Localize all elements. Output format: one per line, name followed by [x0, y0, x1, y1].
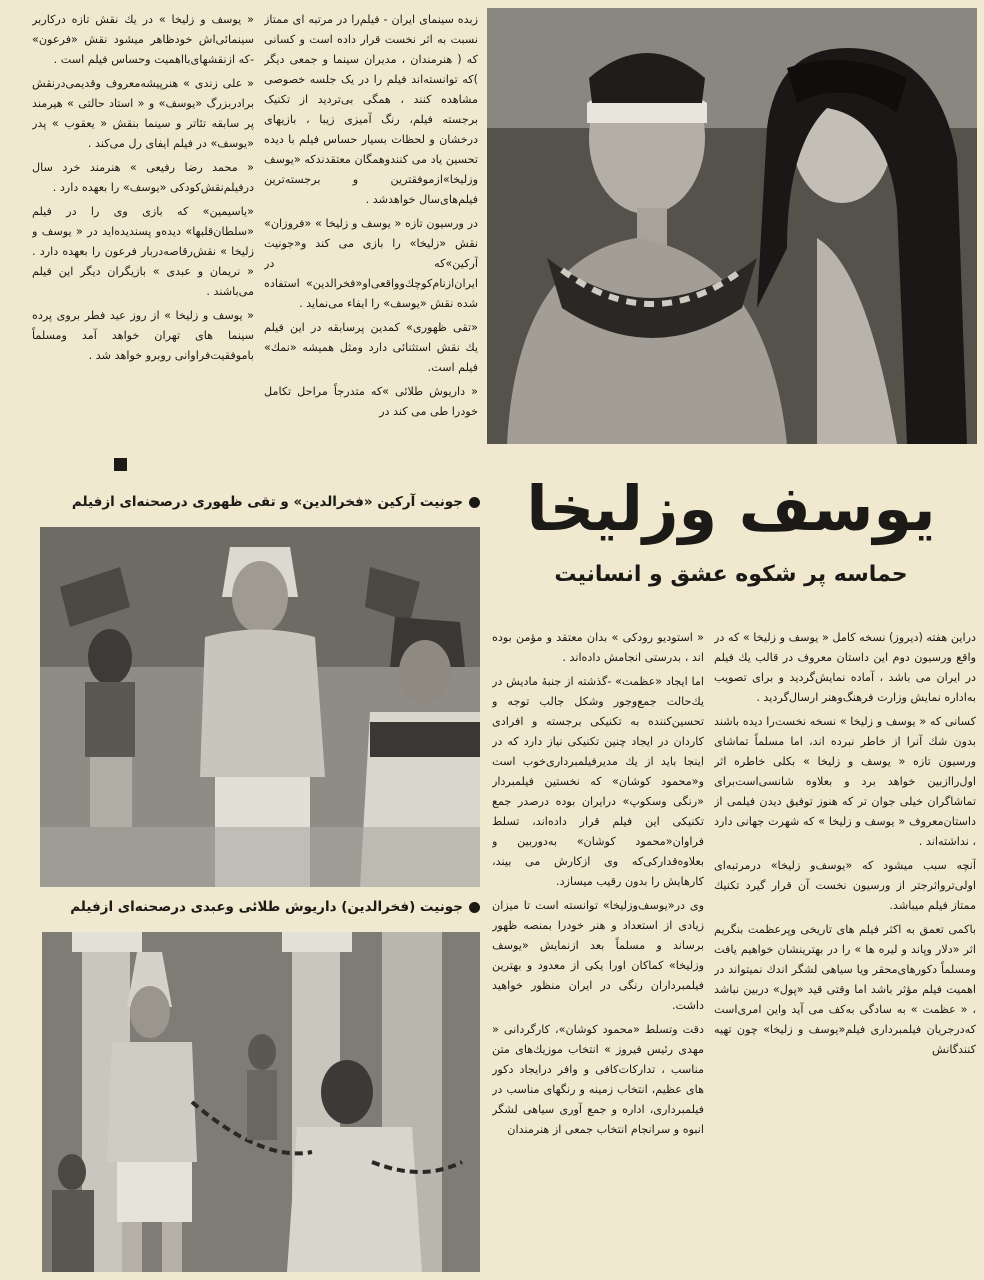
photo-court-illustration — [40, 527, 480, 887]
column-middle-right — [714, 628, 976, 1274]
paragraph: « علی زندی » هنرپیشه‌معروف وقدیمی‌در‌نقش برادربزرگ «یوسف» و « استاد حالتی » هیرمند پر سابقه تئاتر و سینما بنقش « یعقوب » پدر «یوسف» در فیلم ایفای رل می‌کند . — [32, 77, 254, 150]
photo-lovers-close-up — [487, 8, 977, 444]
paragraph: زبده سینمای ایران - فیلم‌را در مرتبه ای ممتاز نسبت به اثر نخست قرار داده است و کسانی که ( هنرمندان ، مدیران سینما و جمعی دیگر )که توانسته‌اند فیلم را در یک جلسه خصوصی مشاهده کنند ، همگی بی‌تردید از تکنیک برجسته فیلم، رنگ آمیزی زیبا ، بازیهای درخشان و لحظات بسیار حساس فیلم با دیده تحسین یاد می کنندوهمگان معتقدند‌که «یوسف وزلیخا»ازموفقترین و برجسته‌ترین فیلم‌های‌سال خواهدشد . — [264, 13, 478, 206]
paragraph: اما ایجاد «عظمت» -گذشته از جنبهٔ مادیش در یك‌حالت جمع‌وجور وشکل جالب توجه و تحسین‌کننده به تکنیکی برجسته و افرادی کاردان در ایجاد چنین تکنیکی نیاز دارد که در اینجا باید از یك مدیر‌فیلمبرداری‌خوب است و«محمود کوشان» که نخستین فیلمبردار «رنگی وسکوپ» درایران بوده درصدر جمع تکنیکی این فیلم قرار داده‌اند، تسلط فراوان«محمود کوشان» به‌دوربین و بعلاوه‌قدارکی‌که وی ازکارش می بیند، کارهایش را بدون رقیب میسازد. — [492, 675, 704, 888]
bullet-icon — [469, 902, 480, 913]
photo-caption-court-scene — [28, 492, 480, 512]
paragraph: « داریوش طلائی »که متدرجاً مراحل تکامل خودرا طی می کند در — [264, 385, 478, 418]
paragraph: آنچه سبب میشود که «یوسف‌و زلیخا» درمرتبه‌ای اولی‌ترواثرجتر از ورسیون نخست آن قرار گیرد تکنیك ممتاز فیلم میباشد. — [714, 859, 976, 912]
paragraph: باکمی تعمق به اکثر فیلم های تاریخی وپرعظمت بنگریم اثر «دلار وپاند و لیره ها » را در بهترینشان خواهیم یافت ومسلماً دکورهای‌محقر ویا سیاهی لشگر اندك نمیتواند در اهمیت فیلم مؤثر باشد اما وقتی قید «پول» دربین نباشد ، « عظمت » به سادگی به‌کف می آید واین امری‌است که‌درجریان فیلمبرداری فیلم«یوسف و زلیخا» چون تهیه کنندگانش — [714, 923, 976, 1056]
article-end-mark — [114, 458, 127, 471]
paragraph: «تقی ظهوری» کمدین پرسابقه در این فیلم یك نقش استثنائی دارد ومثل همیشه «نمك» فیلم است. — [264, 321, 478, 374]
article-title: یوسف وزلیخا — [526, 472, 936, 545]
paragraph: « محمد رضا رفیعی » هنرمند خرد سال درفیلم‌نقش‌کودکی «یوسف» را بعهده دارد . — [32, 161, 254, 194]
bullet-icon — [469, 497, 480, 508]
paragraph: دراین هفته (دیروز) نسخه کامل « یوسف و زلیخا » که در واقع ورسیون دوم این داستان معروف در قالب یك فیلم در ایران می باشد ، آماده نمایش‌گردید و برای تصویب به‌اداره نمایش وزارت فرهنگ‌و‌هنر ارسال‌گردید . — [714, 631, 976, 704]
column-top-left — [32, 10, 254, 472]
photo-prisoner-illustration — [42, 932, 480, 1272]
paragraph: دقت وتسلط «محمود کوشان»، کارگردانی « مهدی رئیس فیروز » انتخاب موزیك‌های متن مناسب ، تدارکات‌کافی و وافر درایجاد دکور های عظیم، انتخاب زمینه و رنگهای مناسب در فیلمبرداری، اداره و جمع آوری سیاهی لشگر انبوه و سرانجام انتخاب جمعی از هنرمندان — [492, 1023, 704, 1136]
column-top-right — [264, 10, 478, 472]
photo-court-scene — [40, 527, 480, 887]
article-subtitle: حماسه پر شکوه عشق و انسانیت — [554, 562, 908, 587]
paragraph: کسانی که « یوسف و زلیخا » نسخه نخست‌را دیده باشند بدون شك آنرا از خاطر نبرده اند، اما مسلماً تماشای ورسیون تازه « یوسف و زلیخا » بکلی خاطره اثر اول‌را‌ازبین خواهد برد و بعلاوه شانسی‌است‌برای تماشاگران خیلی جوان تر که هنوز توفیق دیدن فیلمی از داستان‌معروف « یوسف و زلیخا » که شهرت جهانی دارد ، نداشته‌اند . — [714, 715, 976, 848]
photo-caption-prisoner-scene — [28, 897, 480, 917]
photo-chained-prisoner — [42, 932, 480, 1272]
caption-text: جونیت (فخرالدین) داریوش طلائی وعبدی درصحنه‌ای ازفیلم — [70, 899, 463, 915]
paragraph: « یوسف و زلیخا » در یك نقش تازه دركاربر سینمائی‌اش خودظاهر میشود نقش «فرعون» -كه ازنقشهای‌با‌اهمیت وحساس فیلم است . — [32, 13, 254, 66]
caption-text: جونیت آرکین «فخرالدین» و تقی ظهوری درصحنه‌ای ازفیلم — [71, 494, 463, 510]
paragraph: وی در«یوسف‌وزلیخا» توانسته است تا میزان زیادی از استعداد و هنر خودرا بمنصه ظهور برساند و مسلماً بعد ازنمایش «یوسف وزلیخا» کماکان اورا یکی از معدود و بهترین فیلمبرداران رنگی در ایران منظور خواهید داشت. — [492, 899, 704, 1012]
photo-lovers-illustration — [487, 8, 977, 444]
paragraph: « استودیو رودکی » بدان معتقد و مؤمن بوده اند ، بدرستی انجامش داده‌اند . — [492, 631, 704, 664]
column-middle-left — [492, 628, 704, 1274]
paragraph: در ورسیون تازه « یوسف و زلیخا » «فروزان» نقش «زلیخا» را بازی می کند و«جونیت آرکین»که در ایران‌ازنام‌کوچك‌وواقعی‌او«فخرالدین» استفاده شده نقش «یوسف» را ایفاء می‌نماید . — [264, 217, 478, 310]
paragraph: «یاسیمین» که بازی وی را در فیلم «سلطان‌قلبها» دیده‌و پسندیده‌اید در « یوسف و زلیخا » نقش‌رقاصه‌دربار فرعون را بعهده دارد . « نریمان و عبدی » بازیگران دیگر این فیلم می‌باشند . — [32, 205, 254, 298]
paragraph: « یوسف و زلیخا » از روز عید فطر بروی پرده سینما های تهران خواهد آمد ومسلماً باموفقیت‌فراوانی روبرو خواهد شد . — [32, 309, 254, 362]
